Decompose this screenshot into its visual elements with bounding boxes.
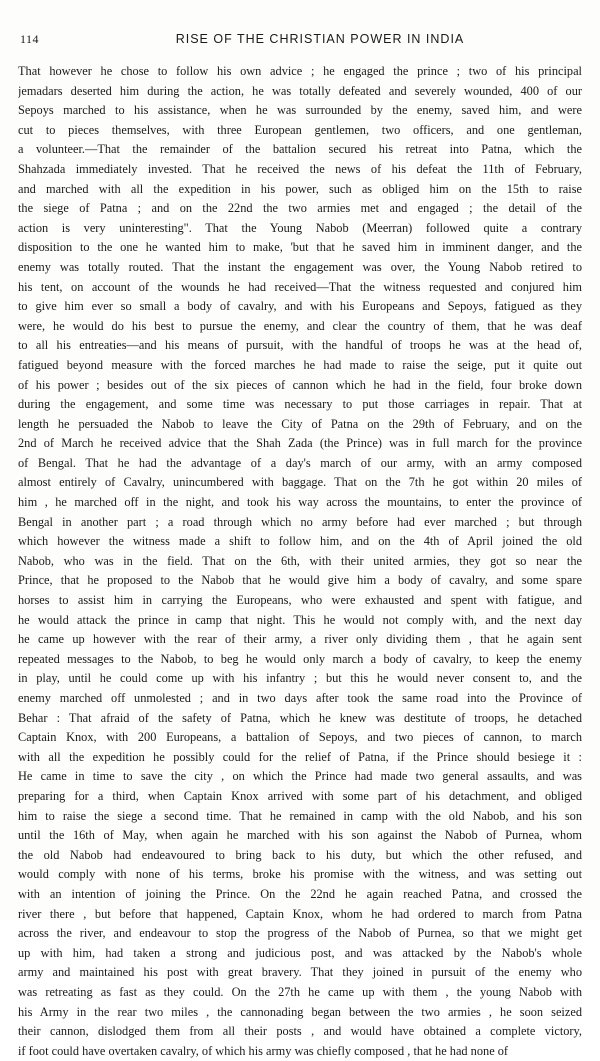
body-line: jemadars deserted him during the action, he was totally defeated and severely wounded, 400 of our <box>18 83 582 98</box>
body-line: and marched with all the expedition in his power, such as obliged him on the 15th to raise <box>18 181 582 196</box>
body-line: Sepoys marched to his assistance, when he was surrounded by the enemy, saved him, and were <box>18 103 582 118</box>
body-line: across the river, and endeavour to stop the progress of the Nabob of Purnea, so that we might get <box>18 926 582 941</box>
body-line: Behar : That afraid of the safety of Patna, which he knew was destitute of troops, he detached <box>18 710 582 725</box>
body-line: he would attack the prince in camp that night. This he would not comply with, and the next day <box>18 612 582 627</box>
body-line: Nabob, who was in the field. That on the 6th, with their united armies, they got so near the <box>18 553 582 568</box>
body-line: Shahzada immediately invested. That he received the news of his defeat the 11th of February, <box>18 161 582 176</box>
body-line: would comply with none of his terms, broke his promise with the witness, and was setting out <box>18 867 582 882</box>
body-line: his tent, on account of the wounds he had received—That the witness requested and conjured him <box>18 279 582 294</box>
body-line: their cannon, dislodged them from all their posts , and would have obtained a complete victory, <box>18 1024 582 1039</box>
body-line: which however the witness made a shift to follow him, and on the 4th of April joined the old <box>18 534 582 549</box>
body-line: repeated messages to the Nabob, to beg he would only march a body of cavalry, to keep the enemy <box>18 651 582 666</box>
body-line: was retreating as fast as they could. On the 27th he came up with them , the young Nabob with <box>18 984 582 999</box>
body-line: in play, until he could come up with his infantry ; but this he would never consent to, and the <box>18 671 582 686</box>
body-line: fatigued beyond measure with the forced marches he had made to raise the seige, put it quite out <box>18 357 582 372</box>
running-head: RISE OF THE CHRISTIAN POWER IN INDIA <box>175 32 465 46</box>
body-line: disposition to the one he wanted him to make, 'but that he saved him in imminent danger, and the <box>18 240 582 255</box>
body-line: of his power ; besides out of the six pieces of cannon which he had in the field, four broke down <box>18 377 582 392</box>
body-line: Bengal in another part ; a road through which no army before had ever marched ; but through <box>18 514 582 529</box>
body-line: were, he would do his best to pursue the enemy, and clear the country of them, that he was deaf <box>18 318 582 333</box>
page-number: 114 <box>20 32 40 46</box>
body-line: if foot could have overtaken cavalry, of which his army was chiefly composed , that he had none of <box>18 1043 509 1058</box>
body-line: Captain Knox, with 200 Europeans, a battalion of Sepoys, and two pieces of cannon, to march <box>18 730 582 745</box>
body-line: up with him, had taken a strong and judicious post, and was attacked by the Nabob's whole <box>18 945 582 960</box>
body-line: enemy was totally routed. That the instant the engagement was over, the Young Nabob retired to <box>18 259 582 274</box>
body-line: to all his entreaties—and his means of pursuit, with the handful of troops he was at the head of, <box>18 338 582 353</box>
body-line: he came up however with the rear of their army, a river only dividing them , that he again sent <box>18 632 582 647</box>
body-line: during the engagement, and some time was necessary to put those carriages in repair. That at <box>18 397 582 412</box>
body-line: his Army in the rear two miles , the cannonading began between the two armies , he soon seized <box>18 1004 582 1019</box>
body-line: a volunteer.—That the remainder of the battalion secured his retreat into Patna, which the <box>18 142 582 157</box>
body-line: That however he chose to follow his own advice ; he engaged the prince ; two of his principal <box>18 64 582 78</box>
body-line: to give him ever so small a body of cavalry, and with his Europeans and Sepoys, fatigued as they <box>18 299 582 314</box>
body-line: of Bengal. That he had the advantage of a day's march of our army, with an army composed <box>18 455 582 470</box>
body-line: 2nd of March he received advice that the Shah Zada (the Prince) was in full march for the province <box>18 436 582 451</box>
body-line: him , he marched off in the night, and took his way across the mountains, to enter the province of <box>18 495 582 510</box>
body-line: Prince, that he proposed to the Nabob that he would give him a body of cavalry, and some spare <box>18 573 582 588</box>
body-line: river there , but before that happened, Captain Knox, whom he had ordered to march from Patna <box>18 906 582 921</box>
body-line: the old Nabob had endeavoured to bring back to his duty, but which the other refused, and <box>18 847 582 862</box>
body-line: enemy marched off unmolested ; and in two days after took the same road into the Province of <box>18 691 582 705</box>
body-line: the siege of Patna ; and on the 22nd the two armies met and engaged ; the detail of the <box>18 201 582 216</box>
body-line: action is very uninteresting". That the Young Nabob (Meerran) followed quite a contrary <box>18 220 582 235</box>
body-line: length he persuaded the Nabob to leave the City of Patna on the 29th of February, and on the <box>18 416 582 431</box>
body-line: horses to assist him in carrying the Europeans, who were exhausted and spent with fatigue, and <box>18 593 582 608</box>
body-line: preparing for a third, when Captain Knox arrived with some part of his detachment, and obliged <box>18 788 582 803</box>
body-line: He came in time to save the city , on which the Prince had made two general assaults, and was <box>18 769 582 784</box>
body-line: cut to pieces themselves, with three European gentlemen, two officers, and one gentleman, <box>18 122 582 137</box>
body-line: with an intention of joining the Prince. On the 22nd he again reached Patna, and crossed the <box>18 886 582 901</box>
body-text <box>18 62 582 1061</box>
body-line: until the 16th of May, when again he marched with his son against the Nabob of Purnea, whom <box>18 828 582 843</box>
body-line: army and maintained his post with great bravery. That they joined in pursuit of the enemy who <box>18 965 582 980</box>
body-line: with all the expedition he possibly could for the relief of Patna, if the Prince should besiege it : <box>18 749 582 764</box>
body-line: him to raise the siege a second time. That he remained in camp with the old Nabob, and his son <box>18 808 582 823</box>
body-line: almost entirely of Cavalry, unincumbered with baggage. That on the 7th he got within 20 miles of <box>18 475 582 490</box>
page-header <box>18 32 582 56</box>
